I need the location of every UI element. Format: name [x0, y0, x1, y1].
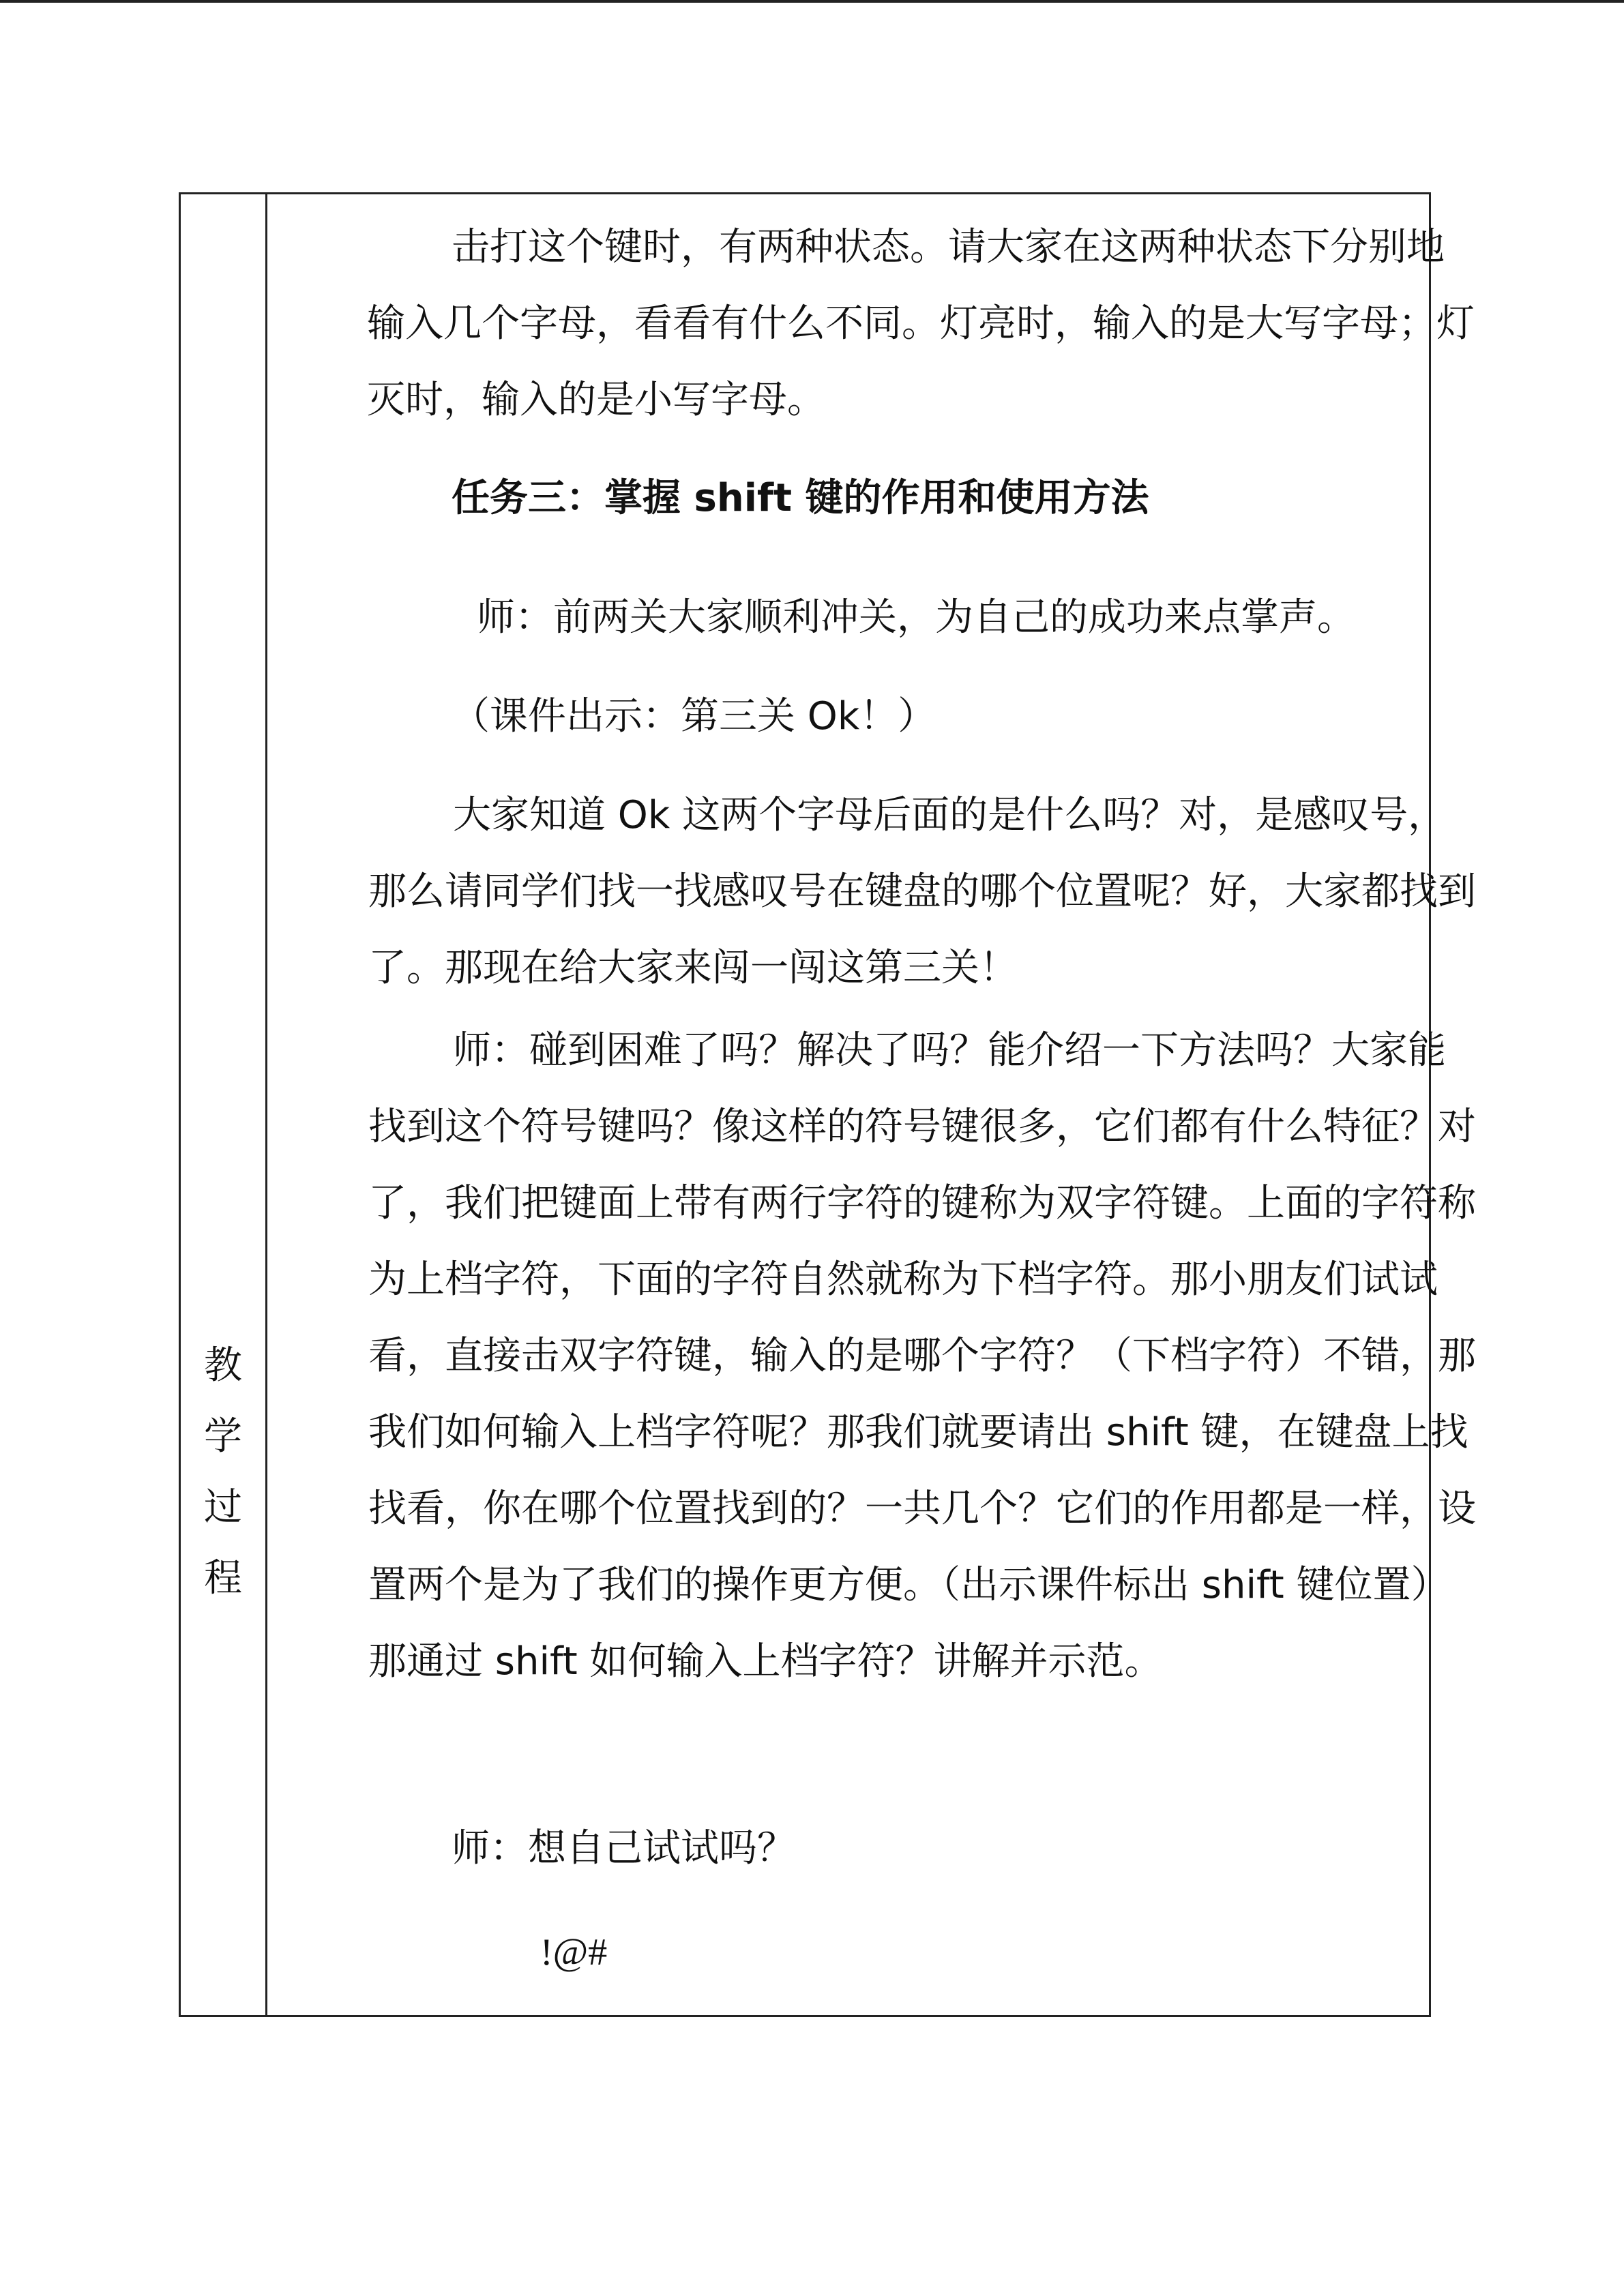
paragraph-capslock-states: 击打这个键时，有两种状态。请大家在这两种状态下分别地输入几个字母，看看有什么不同。灯亮时，输入的是大写字母；灯灭时，输入的是小写字母。	[367, 225, 1475, 422]
content-cell	[267, 194, 1476, 2015]
task-three-heading: 任务三：掌握 shift 键的作用和使用方法	[452, 476, 1149, 520]
courseware-note: （课件出示：第三关 Ok！）	[452, 694, 936, 739]
teacher-question: 师：想自己试试吗？	[452, 1826, 795, 1870]
teacher-praise-line: 师：前两关大家顺利冲关，为自己的成功来点掌声。	[477, 595, 1355, 640]
symbol-sample: !@#	[540, 1931, 608, 1973]
paragraph-shift-explanation: 师：碰到困难了吗？解决了吗？能介绍一下方法吗？大家能找到这个符号键吗？像这样的符号键很多，它们都有什么特征？对了，我们把键面上带有两行字符的键称为双字符键。上面的字符称为上档字符，下面的字符自然就称为下档字符。那小朋友们试试看，直接击双字符键，输入的是哪个字符？（下档字符）不错，那我们如何输入上档字符呢？那我们就要请出 shift 键，在键盘上找找看，你在哪个位置找到的？一共几个？它们的作用都是一样，设置两个是为了我们的操作更方便。（出示课件标出 shift 键位置）那通过 shift 如何输入上档字符？讲解并示范。	[368, 1028, 1476, 1684]
section-label-char: 程	[204, 1556, 242, 1600]
lesson-table	[179, 192, 1476, 2017]
section-label-char: 学	[204, 1414, 242, 1459]
section-label-char: 教	[204, 1343, 242, 1388]
section-label-cell	[181, 194, 267, 2015]
paragraph-exclamation-mark: 大家知道 Ok 这两个字母后面的是什么吗？对，是感叹号，那么请同学们找一找感叹号在键盘的哪个位置呢？好，大家都找到了。那现在给大家来闯一闯这第三关！	[368, 793, 1476, 990]
top-border-line	[0, 0, 1624, 3]
section-label-char: 过	[204, 1485, 242, 1530]
section-label	[181, 1343, 265, 1630]
